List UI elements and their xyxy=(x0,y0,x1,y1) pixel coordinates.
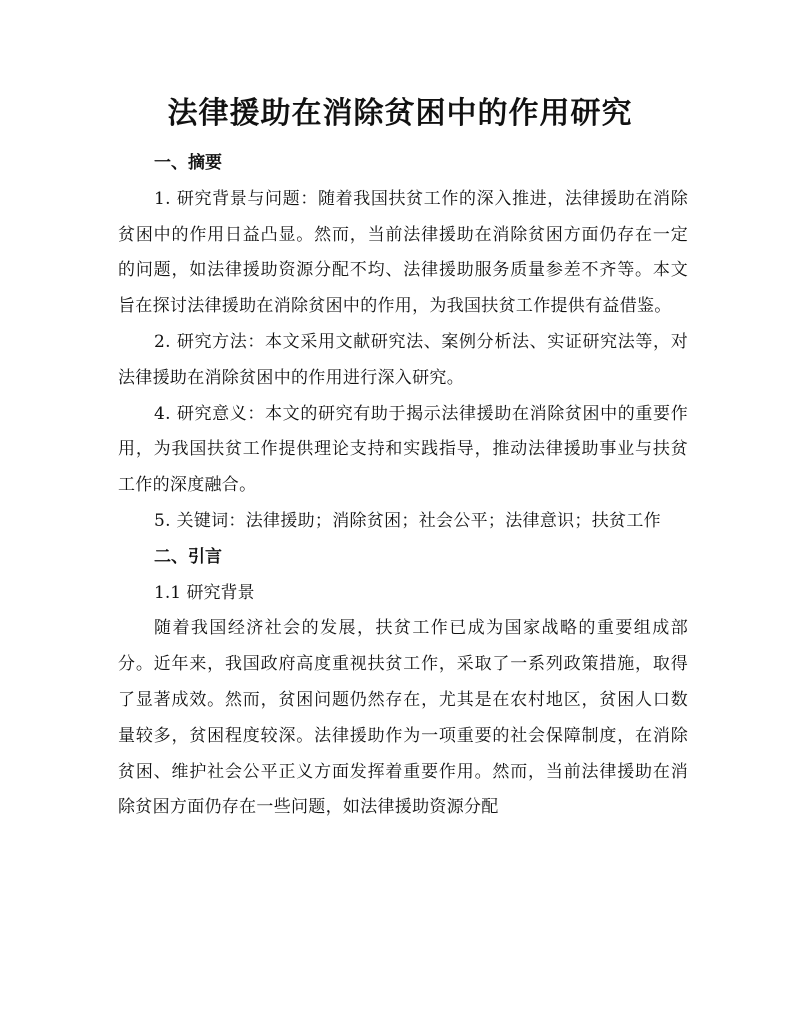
document-body xyxy=(118,146,688,826)
section-heading-introduction: 二、引言 xyxy=(154,546,222,567)
abstract-paragraph-significance: 4. 研究意义：本文的研究有助于揭示法律援助在消除贫困中的重要作用，为我国扶贫工作提供理论支持和实践指导，推动法律援助事业与扶贫工作的深度融合。 xyxy=(118,403,688,496)
document-title: 法律援助在消除贫困中的作用研究 xyxy=(167,96,633,131)
introduction-paragraph: 随着我国经济社会的发展，扶贫工作已成为国家战略的重要组成部分。近年来，我国政府高度重视扶贫工作，采取了一系列政策措施，取得了显著成效。然而，贫困问题仍然存在，尤其是在农村地区，贫困人口数量较多，贫困程度较深。法律援助作为一项重要的社会保障制度，在消除贫困、维护社会公平正义方面发挥着重要作用。然而，当前法律援助在消除贫困方面仍存在一些问题，如法律援助资源分配 xyxy=(118,618,688,818)
abstract-paragraph-background: 1. 研究背景与问题：随着我国扶贫工作的深入推进，法律援助在消除贫困中的作用日益凸显。然而，当前法律援助在消除贫困方面仍存在一定的问题，如法律援助资源分配不均、法律援助服务质量参差不齐等。本文旨在探讨法律援助在消除贫困中的作用，为我国扶贫工作提供有益借鉴。 xyxy=(118,188,688,317)
subsection-heading-background: 1.1 研究背景 xyxy=(154,582,255,603)
section-heading-abstract: 一、摘要 xyxy=(154,153,222,173)
abstract-paragraph-method: 2. 研究方法：本文采用文献研究法、案例分析法、实证研究法等，对法律援助在消除贫困中的作用进行深入研究。 xyxy=(118,331,688,388)
abstract-paragraph-keywords: 5. 关键词：法律援助；消除贫困；社会公平；法律意识；扶贫工作 xyxy=(154,510,661,531)
